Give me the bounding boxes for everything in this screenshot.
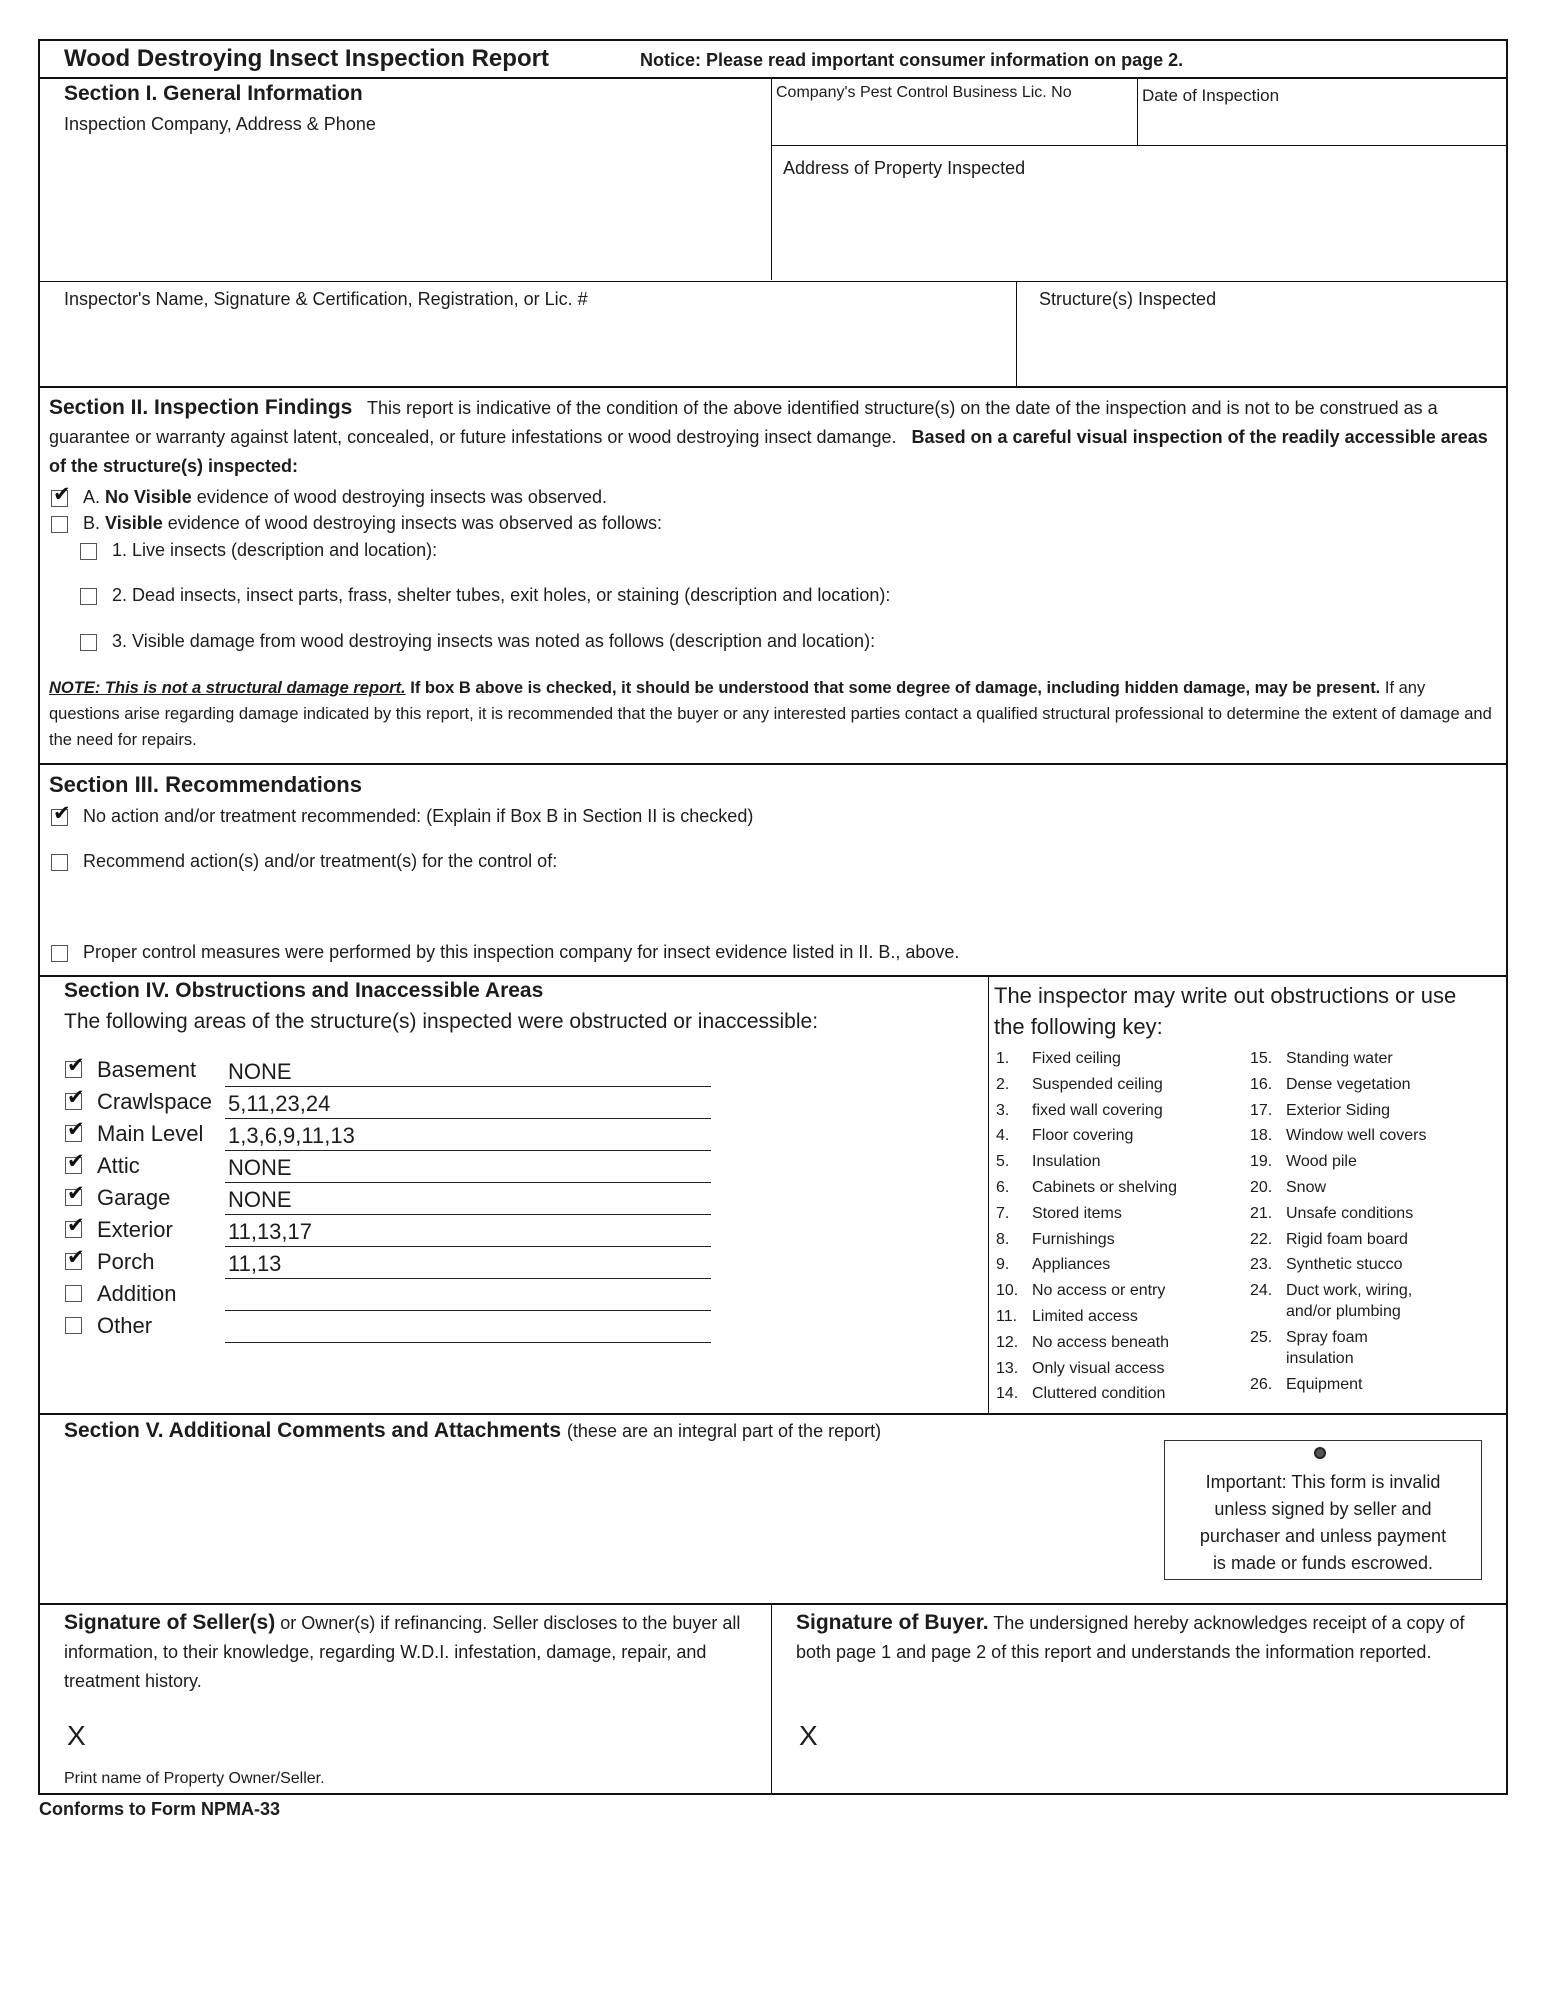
divider [40,77,1506,79]
wdi-report-form [38,39,1508,1795]
section2-intro-bold: Based on a careful visual inspection of the readily accessible areas of the structure(s) inspected: [49,427,1488,476]
option-a-bold: No Visible [105,487,192,507]
area-checkbox[interactable] [65,1149,85,1174]
area-underline [225,1086,711,1087]
divider [40,1603,1506,1605]
option-b-label [83,513,662,534]
area-label: Other [97,1313,153,1338]
seller-signature-text [64,1608,759,1696]
key-label: Equipment [1286,1376,1363,1394]
footer-text: Conforms to Form NPMA-33 [39,1799,281,1819]
checkmark-icon: ✔ [67,1085,85,1109]
key-number: 18. [1250,1127,1273,1145]
key-label: Furnishings [1032,1230,1115,1248]
structures-label: Structure(s) Inspected [1039,289,1217,309]
checkmark-icon: ✔ [53,801,71,825]
area-label: Porch [97,1249,155,1274]
area-value[interactable]: NONE [228,1187,292,1212]
key-number: 26. [1250,1376,1273,1394]
area-checkbox[interactable] [65,1181,85,1206]
b1-label: 1. Live insects (description and location): [112,540,438,560]
seller-disclosure: or Owner(s) if refinancing. Seller discloses to the buyer all information, to their knowledge, regarding W.D.I. infestation, damage, repair, and treatment history. [64,1613,741,1691]
recommend-action-checkbox[interactable] [51,854,68,871]
key-number: 2. [996,1075,1010,1093]
inspector-label: Inspector's Name, Signature & Certification, Registration, or Lic. # [64,289,588,309]
key-label: Duct work, wiring, [1286,1282,1413,1300]
key-label: Cabinets or shelving [1032,1179,1177,1196]
key-label: fixed wall covering [1032,1101,1163,1119]
area-value[interactable]: 1,3,6,9,11,13 [228,1123,355,1148]
buyer-signature-text [796,1608,1496,1667]
divider [40,281,1506,282]
area-checkbox[interactable] [65,1317,82,1334]
key-title-line2: the following key: [994,1014,1163,1039]
section2-heading: Section II. Inspection Findings [49,396,353,419]
key-label: Appliances [1032,1256,1111,1274]
divider [1016,282,1017,386]
divider [40,386,1506,388]
key-number: 11. [996,1308,1018,1325]
area-checkbox[interactable] [65,1213,85,1238]
note-text: If any questions arise regarding damage indicated by this report, it is recommended that the buyer or any interested parties contact a qualified structural professional to determine the extent of damage and the need for repairs. [49,679,1492,749]
key-number: 20. [1250,1179,1273,1196]
key-number: 13. [996,1359,1019,1377]
option-b-prefix: B. [83,513,101,533]
section5-title [64,1419,881,1443]
checkmark-icon: ✔ [67,1117,85,1141]
key-label: Unsafe conditions [1286,1204,1414,1222]
option-a-text: evidence of wood destroying insects was observed. [196,487,607,507]
divider [1137,78,1138,145]
important-text [1165,1469,1481,1577]
b3-label: 3. Visible damage from wood destroying insects was noted as follows (description and location): [112,631,876,651]
option-a-label [83,487,607,508]
b2-label: 2. Dead insects, insect parts, frass, shelter tubes, exit holes, or staining (description and location): [112,585,891,605]
key-number: 24. [1250,1282,1273,1300]
no-action-checkbox[interactable] [51,801,71,826]
area-underline [225,1246,711,1247]
checkmark-icon: ✔ [67,1181,85,1205]
area-label: Addition [97,1281,177,1306]
divider [772,145,1506,146]
key-label: Limited access [1032,1308,1138,1325]
divider [40,975,1506,977]
area-value[interactable]: 11,13 [228,1251,282,1276]
area-label: Crawlspace [97,1089,212,1114]
option-b-bold: Visible [105,513,163,533]
key-label: Snow [1286,1179,1327,1196]
key-number: 1. [996,1050,1010,1067]
option-a-checkbox[interactable] [51,482,71,507]
checkmark-icon: ✔ [67,1213,85,1237]
area-value[interactable]: 11,13,17 [228,1219,313,1244]
key-label: Suspended ceiling [1032,1075,1163,1093]
bullet-icon [1314,1447,1326,1459]
buyer-acknowledgement: The undersigned hereby acknowledges receipt of a copy of both page 1 and page 2 of this report and understands the information reported. [796,1613,1465,1662]
key-label: No access or entry [1032,1282,1166,1300]
section4-subheading: The following areas of the structure(s) inspected were obstructed or inaccessible: [64,1010,819,1033]
key-number: 12. [996,1333,1019,1351]
area-underline [225,1182,711,1183]
section5-note: (these are an integral part of the report) [566,1421,882,1441]
key-number: 8. [996,1230,1010,1248]
key-label: Standing water [1286,1050,1393,1067]
key-number: 23. [1250,1256,1273,1274]
buyer-heading: Signature of Buyer. [796,1611,989,1634]
no-action-label: No action and/or treatment recommended: (Explain if Box B in Section II is checked) [83,806,754,826]
key-label: Insulation [1032,1153,1101,1171]
control-measures-label: Proper control measures were performed by this inspection company for insect evidence listed in II. B., above. [83,942,960,962]
area-checkbox[interactable] [65,1117,85,1142]
checkmark-icon: ✔ [53,482,71,506]
key-number: 3. [996,1101,1010,1119]
recommend-action-label: Recommend action(s) and/or treatment(s) for the control of: [83,851,558,871]
buyer-signature-line[interactable]: X [799,1720,818,1751]
divider [771,1604,772,1794]
key-number: 16. [1250,1075,1273,1093]
key-number: 25. [1250,1329,1273,1347]
license-label: Company's Pest Control Business Lic. No [776,84,1072,101]
key-label: Window well covers [1286,1127,1427,1145]
section5-heading: Section V. Additional Comments and Attachments [64,1419,562,1442]
checkmark-icon: ✔ [67,1053,85,1077]
key-label-continued: insulation [1286,1350,1354,1368]
note-underline: NOTE: This is not a structural damage report. [49,679,406,697]
divider [40,763,1506,765]
checkmark-icon: ✔ [67,1245,85,1269]
area-underline [225,1310,711,1311]
area-label: Main Level [97,1121,204,1146]
key-label: Exterior Siding [1286,1101,1391,1119]
key-number: 15. [1250,1050,1273,1067]
area-label: Basement [97,1057,197,1082]
structural-note [49,675,1497,753]
seller-heading: Signature of Seller(s) [64,1611,276,1634]
area-underline [225,1342,711,1343]
key-label: Synthetic stucco [1286,1256,1403,1274]
key-label: Wood pile [1286,1153,1357,1171]
area-underline [225,1278,711,1279]
date-label: Date of Inspection [1142,86,1280,105]
key-label: Only visual access [1032,1359,1165,1377]
area-label: Garage [97,1185,171,1210]
b1-checkbox[interactable] [80,543,97,560]
key-number: 10. [996,1282,1019,1300]
divider [40,1413,1506,1415]
area-checkbox[interactable] [65,1085,85,1110]
seller-signature-line[interactable]: X [67,1720,86,1751]
address-label: Address of Property Inspected [783,158,1026,178]
section1-heading: Section I. General Information [64,82,363,105]
key-number: 6. [996,1179,1010,1196]
area-value[interactable]: 5,11,23,24 [228,1091,331,1116]
notice-text: Notice: Please read important consumer information on page 2. [640,50,1184,70]
key-number: 7. [996,1204,1010,1222]
key-label-continued: and/or plumbing [1286,1303,1401,1321]
area-underline [225,1214,711,1215]
key-number: 14. [996,1385,1019,1403]
option-b-checkbox[interactable] [51,516,68,533]
area-underline [225,1150,711,1151]
area-value[interactable]: NONE [228,1155,292,1180]
key-label: Dense vegetation [1286,1075,1411,1093]
area-checkbox[interactable] [65,1285,82,1302]
option-a-prefix: A. [83,487,101,507]
section3-heading: Section III. Recommendations [49,772,362,797]
b3-checkbox[interactable] [80,634,97,651]
area-underline [225,1118,711,1119]
print-name-label: Print name of Property Owner/Seller. [64,1770,325,1787]
key-label: Spray foam [1286,1329,1368,1347]
key-number: 22. [1250,1230,1273,1248]
area-value[interactable]: NONE [228,1059,292,1084]
key-label: Fixed ceiling [1032,1050,1121,1067]
important-line: purchaser and unless payment [1199,1526,1447,1546]
key-label: No access beneath [1032,1333,1169,1351]
key-label: Rigid foam board [1286,1230,1408,1248]
area-checkbox[interactable] [65,1245,85,1270]
key-number: 19. [1250,1153,1273,1171]
key-number: 21. [1250,1204,1273,1222]
section2-intro [49,393,1497,481]
key-number: 4. [996,1127,1010,1145]
important-line: unless signed by seller and [1214,1499,1432,1519]
company-label: Inspection Company, Address & Phone [64,114,376,134]
key-label: Floor covering [1032,1127,1134,1145]
important-notice-box [1164,1440,1482,1580]
report-title: Wood Destroying Insect Inspection Report [64,45,549,72]
divider [771,78,772,280]
area-label: Exterior [97,1217,173,1242]
option-b-text: evidence of wood destroying insects was observed as follows: [167,513,663,533]
section2-intro-text: This report is indicative of the condition of the above identified structure(s) on the date of the inspection and is not to be construed as a guarantee or warranty against latent, concealed, or future infestations or wood destroying insect damange. [49,398,1438,447]
key-number: 5. [996,1153,1010,1171]
key-label: Cluttered condition [1032,1385,1166,1403]
b2-checkbox[interactable] [80,588,97,605]
key-number: 17. [1250,1101,1273,1119]
key-label: Stored items [1032,1204,1122,1222]
important-line: is made or funds escrowed. [1212,1553,1434,1573]
checkmark-icon: ✔ [67,1149,85,1173]
section4-heading: Section IV. Obstructions and Inaccessible Areas [64,979,544,1002]
note-bold: If box B above is checked, it should be understood that some degree of damage, including hidden damage, may be present. [410,679,1381,697]
important-line: Important: This form is invalid [1205,1472,1441,1492]
divider [988,976,989,1413]
area-checkbox[interactable] [65,1053,85,1078]
control-measures-checkbox[interactable] [51,945,68,962]
area-label: Attic [97,1153,140,1178]
key-number: 9. [996,1256,1010,1274]
key-title-line1: The inspector may write out obstructions or use [994,983,1457,1008]
